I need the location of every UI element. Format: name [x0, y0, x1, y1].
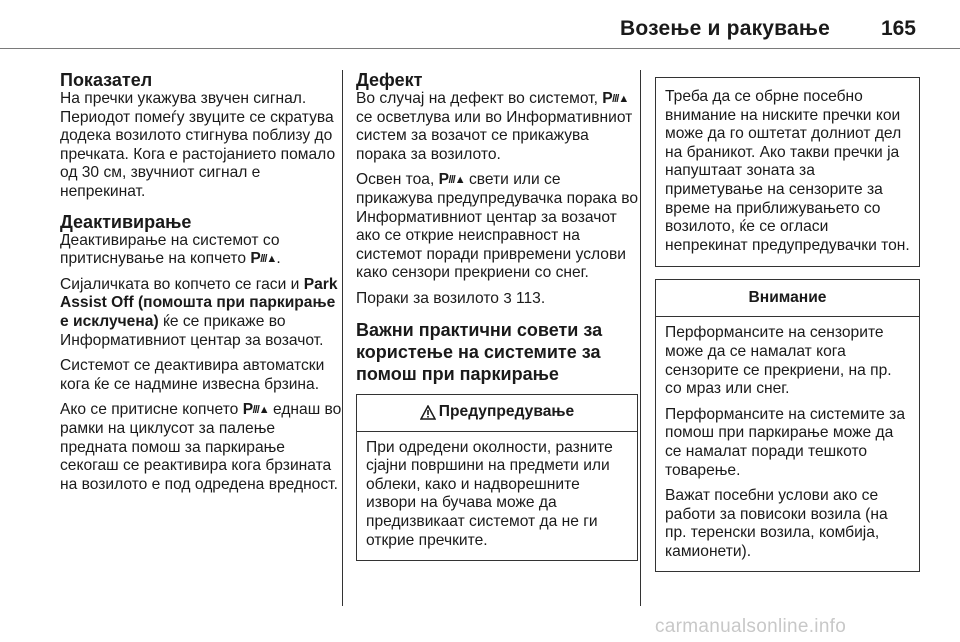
caution-text-3: Важат посебни услови ако се работи за повисоки возила (на пр. теренски возила, комбија, камионети). [665, 487, 888, 560]
page-header [0, 0, 960, 49]
warning-triangle-icon [420, 405, 436, 420]
caution-header [656, 280, 919, 317]
park-assist-icon: P///▲ [242, 401, 269, 419]
park-assist-off-text: Сијаличката во копчето се гаси и Park Assist Off (помошта при паркирање е исклучена) ќе се прикаже во Информативниот центар за возачот. [60, 275, 338, 349]
warning-header [357, 395, 637, 432]
caution-box [655, 279, 920, 572]
column-3 [655, 77, 920, 572]
column-divider-1 [342, 70, 343, 606]
page-link[interactable]: 113. [516, 289, 546, 307]
low-obstacles-text: Треба да се обрне посебно внимание на ниските пречки кои може да го оштетат долниот дел на браникот. Ако такви пречки ја напуштаат зоната за приметување на сензорите за време на приближувањето со возилото, ќе се огласи непрекинат предупредувачки тон. [665, 88, 910, 254]
watermark: carmanualsonline.info [655, 616, 847, 637]
deactivation-text: Деактивирање на системот со притиснување на копчето P///▲. [60, 231, 281, 268]
caution-body [656, 317, 919, 571]
warning-text: При одредени околности, разните сјајни површини на предмети или облеки, како и надворешните извори на бучава може да предизвикаат системот да не ги открие пречките. [366, 438, 613, 549]
park-assist-icon: P///▲ [438, 171, 465, 189]
warning-title: Предупредување [438, 403, 575, 421]
caution-text-2: Перформансите на системите за помош при паркирање може да се намалат поради тешкото товарење. [665, 405, 905, 479]
park-assist-off-message: Park Assist Off (помошта при паркирање е исклучена) [60, 275, 338, 330]
warning-body [357, 432, 637, 561]
park-assist-icon: P///▲ [602, 90, 629, 107]
column-2 [356, 70, 638, 561]
vehicle-messages-ref: Пораки за возилото 3 113. [356, 289, 546, 307]
auto-deactivation-text: Системот се деактивира автоматски кога ќе се надмине извесна брзина. [60, 357, 325, 393]
park-assist-icon: P///▲ [250, 250, 277, 268]
caution-text-1: Перформансите на сензорите може да се намалат кога сензорите се прекриени, на пр. со мраз или снег. [665, 324, 892, 398]
cross-reference-icon: 3 [503, 289, 512, 307]
indicator-text: На пречки укажува звучен сигнал. Периодот помеѓу звуците се скратува додека возилото стигнува поблизу до пречката. Кога е растојанието помало од 30 см, звучниот сигнал е непрекинат. [60, 90, 336, 200]
tips-heading: Важни практични совети за користење на системите за помош при паркирање [356, 319, 603, 384]
caution-title: Внимание [748, 289, 827, 307]
column-divider-2 [640, 70, 641, 606]
warning-box [356, 394, 638, 562]
deactivation-heading: Деактивирање [60, 211, 192, 232]
continued-warning-box [655, 77, 920, 267]
fault-text-2: Освен тоа, P///▲ свети или се прикажува предупредувачка порака во Информативниот центар за возачот ако се открие неисправност на системот поради привремени услови како сензори прекриени со снег. [356, 171, 639, 282]
reactivation-text: Ако се притисне копчето P///▲ еднаш во рамки на циклусот за палење предната помош за паркирање секогаш се реактивира кога брзината на возилото е под одредена вредност. [60, 401, 342, 493]
indicator-heading: Показател [60, 70, 153, 90]
column-1 [60, 70, 342, 501]
page-number: 165 [880, 17, 916, 40]
page-title: Возење и ракување [620, 17, 830, 40]
fault-text-1: Во случај на дефект во системот, P///▲ се осветлува или во Информативниот систем за возачот се прикажува порака за возилото. [356, 90, 633, 163]
fault-heading: Дефект [356, 70, 423, 90]
